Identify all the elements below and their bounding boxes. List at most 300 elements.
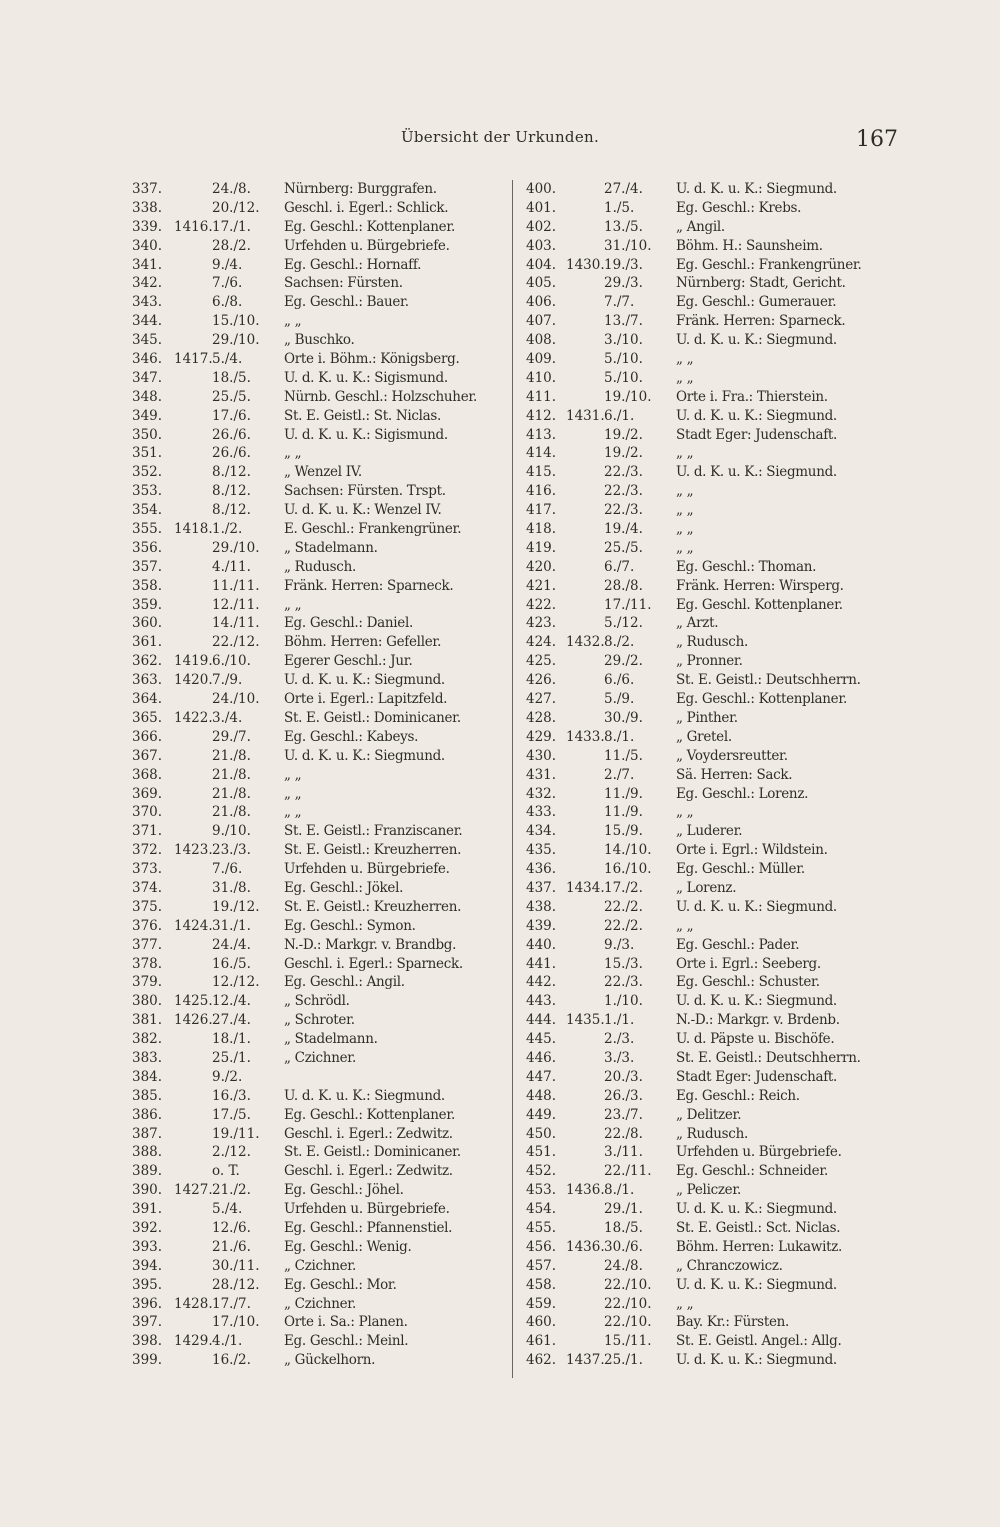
document-description: „ Gückelhorn. xyxy=(284,1352,376,1369)
document-description: U. d. K. u. K.: Sigismund. xyxy=(284,426,448,443)
document-number: 439. xyxy=(526,917,557,934)
document-number: 452. xyxy=(526,1163,557,1180)
running-title: Übersicht der Urkunden. xyxy=(400,128,600,146)
document-description: „ „ xyxy=(676,483,694,500)
document-date: 15./10. xyxy=(212,313,260,330)
document-number: 444. xyxy=(526,1012,557,1029)
document-description: U. d. K. u. K.: Siegmund. xyxy=(284,747,445,764)
document-number: 396. xyxy=(132,1295,163,1312)
document-description: „ Buschko. xyxy=(284,332,355,349)
document-description: Eg. Geschl.: Mor. xyxy=(284,1276,397,1293)
document-row xyxy=(132,614,512,633)
document-date: 19./2. xyxy=(604,426,643,443)
document-date: 8./1. xyxy=(604,728,635,745)
document-number: 380. xyxy=(132,993,163,1010)
document-number: 413. xyxy=(526,426,557,443)
document-row xyxy=(132,1351,512,1370)
document-date: 22./12. xyxy=(212,634,260,651)
document-date: 19./4. xyxy=(604,521,643,538)
document-row xyxy=(132,388,512,407)
document-description: U. d. K. u. K.: Siegmund. xyxy=(676,464,837,481)
document-row xyxy=(520,709,900,728)
document-row xyxy=(132,1238,512,1257)
document-date: 19./3. xyxy=(604,256,643,273)
document-date: 11./5. xyxy=(604,747,643,764)
document-date: 22./2. xyxy=(604,917,643,934)
document-number: 433. xyxy=(526,804,557,821)
left-column xyxy=(132,180,512,1370)
document-number: 337. xyxy=(132,181,163,197)
document-description: Fränk. Herren: Sparneck. xyxy=(284,577,454,594)
document-date: 30./6. xyxy=(604,1238,643,1255)
document-number: 408. xyxy=(526,332,557,349)
document-number: 441. xyxy=(526,955,557,972)
document-date: 23./7. xyxy=(604,1106,643,1123)
document-description: „ Luderer. xyxy=(676,823,743,840)
document-number: 456. xyxy=(526,1238,557,1255)
document-description: Eg. Geschl.: Pfannenstiel. xyxy=(284,1219,453,1236)
document-description: „ Voydersreutter. xyxy=(676,747,788,764)
document-number: 416. xyxy=(526,483,557,500)
document-description: „ Wenzel IV. xyxy=(284,464,362,481)
document-date: 2./3. xyxy=(604,1031,635,1048)
document-year: 1420. xyxy=(174,672,213,689)
document-date: 27./4. xyxy=(212,1012,251,1029)
document-row xyxy=(520,841,900,860)
document-date: 17./6. xyxy=(212,407,251,424)
document-number: 377. xyxy=(132,936,163,953)
document-row xyxy=(132,199,512,218)
document-description: Eg. Geschl.: Kottenplaner. xyxy=(284,218,456,235)
document-number: 405. xyxy=(526,275,557,292)
document-number: 363. xyxy=(132,672,163,689)
document-date: 9./3. xyxy=(604,936,635,953)
document-description: Fränk. Herren: Wirsperg. xyxy=(676,577,844,594)
document-year: 1425. xyxy=(174,993,213,1010)
document-number: 359. xyxy=(132,596,163,613)
document-number: 407. xyxy=(526,313,557,330)
document-row xyxy=(132,293,512,312)
document-description: Eg. Geschl.: Schuster. xyxy=(676,974,820,991)
document-description: Böhm. Herren: Lukawitz. xyxy=(676,1238,843,1255)
document-number: 461. xyxy=(526,1333,557,1350)
document-number: 403. xyxy=(526,237,557,254)
document-date: 6./6. xyxy=(604,672,635,689)
document-description: Sachsen: Fürsten. Trspt. xyxy=(284,483,446,500)
document-number: 420. xyxy=(526,558,557,575)
document-description: „ Stadelmann. xyxy=(284,539,378,556)
document-date: 2./7. xyxy=(604,766,635,783)
document-date: 24./4. xyxy=(212,936,251,953)
document-row xyxy=(132,1181,512,1200)
document-number: 399. xyxy=(132,1352,163,1369)
document-number: 365. xyxy=(132,709,163,726)
document-row xyxy=(520,633,900,652)
document-number: 440. xyxy=(526,936,557,953)
document-date: 30./9. xyxy=(604,709,643,726)
document-number: 411. xyxy=(526,388,557,405)
document-number: 388. xyxy=(132,1144,163,1161)
document-description: Böhm. H.: Saunsheim. xyxy=(676,237,823,254)
document-row xyxy=(132,369,512,388)
document-description: Nürnberg: Burggrafen. xyxy=(284,181,437,197)
document-number: 409. xyxy=(526,351,557,368)
document-row xyxy=(520,331,900,350)
document-number: 436. xyxy=(526,861,557,878)
document-number: 389. xyxy=(132,1163,163,1180)
document-row xyxy=(520,1162,900,1181)
document-number: 357. xyxy=(132,558,163,575)
document-number: 390. xyxy=(132,1182,163,1199)
document-row xyxy=(520,747,900,766)
document-number: 353. xyxy=(132,483,163,500)
document-description: St. E. Geistl.: St. Niclas. xyxy=(284,407,442,424)
document-row xyxy=(520,407,900,426)
document-description: Orte i. Böhm.: Königsberg. xyxy=(284,351,460,368)
document-date: 12./12. xyxy=(212,974,260,991)
document-date: 31./10. xyxy=(604,237,652,254)
document-description: Eg. Geschl.: Bauer. xyxy=(284,294,409,311)
document-row xyxy=(520,879,900,898)
document-year: 1418. xyxy=(174,521,213,538)
document-number: 428. xyxy=(526,709,557,726)
document-description: Urfehden u. Bürgebriefe. xyxy=(284,237,450,254)
document-row xyxy=(132,973,512,992)
document-row xyxy=(132,501,512,520)
document-description: St. E. Geistl.: Kreuzherren. xyxy=(284,898,462,915)
document-date: 5./4. xyxy=(212,1201,243,1218)
document-date: 19./2. xyxy=(604,445,643,462)
document-date: 5./12. xyxy=(604,615,643,632)
document-description: Eg. Geschl.: Kabeys. xyxy=(284,728,419,745)
document-date: 21./8. xyxy=(212,804,251,821)
document-row xyxy=(132,879,512,898)
document-number: 384. xyxy=(132,1068,163,1085)
document-date: 3./4. xyxy=(212,709,243,726)
document-description: Urfehden u. Bürgebriefe. xyxy=(284,1201,450,1218)
document-description: U. d. K. u. K.: Siegmund. xyxy=(676,993,837,1010)
document-description: St. E. Geistl.: Sct. Niclas. xyxy=(676,1219,841,1236)
document-row xyxy=(520,1351,900,1370)
document-number: 434. xyxy=(526,823,557,840)
document-date: 31./8. xyxy=(212,879,251,896)
document-date: 26./6. xyxy=(212,445,251,462)
document-description: U. d. K. u. K.: Siegmund. xyxy=(676,1352,837,1369)
document-row xyxy=(520,1332,900,1351)
document-description: Bay. Kr.: Fürsten. xyxy=(676,1314,790,1331)
document-date: 9./2. xyxy=(212,1068,243,1085)
document-description: „ Rudusch. xyxy=(676,1125,748,1142)
document-date: 3./11. xyxy=(604,1144,643,1161)
document-description: „ „ xyxy=(676,917,694,934)
document-number: 369. xyxy=(132,785,163,802)
document-row xyxy=(520,501,900,520)
document-row xyxy=(132,1162,512,1181)
document-description: Eg. Geschl.: Symon. xyxy=(284,917,416,934)
document-year: 1426. xyxy=(174,1012,213,1029)
document-date: 22./10. xyxy=(604,1276,652,1293)
document-row xyxy=(520,426,900,445)
document-description: „ Stadelmann. xyxy=(284,1031,378,1048)
document-row xyxy=(132,728,512,747)
document-row xyxy=(132,350,512,369)
document-number: 366. xyxy=(132,728,163,745)
document-number: 442. xyxy=(526,974,557,991)
document-description: „ Czichner. xyxy=(284,1257,356,1274)
document-row xyxy=(520,1049,900,1068)
document-description: Geschl. i. Egerl.: Sparneck. xyxy=(284,955,463,972)
document-description: St. E. Geistl.: Deutschherrn. xyxy=(676,672,861,689)
document-number: 445. xyxy=(526,1031,557,1048)
document-row xyxy=(520,614,900,633)
document-date: 28./12. xyxy=(212,1276,260,1293)
document-description: Orte i. Egerl.: Lapitzfeld. xyxy=(284,691,448,708)
document-number: 455. xyxy=(526,1219,557,1236)
document-date: 11./11. xyxy=(212,577,260,594)
document-number: 398. xyxy=(132,1333,163,1350)
document-description: Eg. Geschl.: Thoman. xyxy=(676,558,817,575)
document-number: 424. xyxy=(526,634,557,651)
document-row xyxy=(520,218,900,237)
document-date: 20./3. xyxy=(604,1068,643,1085)
document-number: 443. xyxy=(526,993,557,1010)
document-date: 23./3. xyxy=(212,842,251,859)
document-description: Eg. Geschl.: Jökel. xyxy=(284,879,404,896)
document-date: 12./4. xyxy=(212,993,251,1010)
document-date: o. T. xyxy=(212,1163,240,1180)
document-row xyxy=(132,690,512,709)
document-year: 1423. xyxy=(174,842,213,859)
document-date: 14./10. xyxy=(604,842,652,859)
document-row xyxy=(520,256,900,275)
document-date: 29./7. xyxy=(212,728,251,745)
document-description: Egerer Geschl.: Jur. xyxy=(284,653,413,670)
document-row xyxy=(520,1125,900,1144)
document-row xyxy=(520,520,900,539)
document-date: 16./3. xyxy=(212,1087,251,1104)
document-row xyxy=(132,822,512,841)
document-description: „ Pinther. xyxy=(676,709,738,726)
document-row xyxy=(132,766,512,785)
document-date: 26./3. xyxy=(604,1087,643,1104)
document-number: 457. xyxy=(526,1257,557,1274)
document-date: 5./10. xyxy=(604,351,643,368)
document-description: Urfehden u. Bürgebriefe. xyxy=(676,1144,842,1161)
document-row xyxy=(132,444,512,463)
document-date: 16./10. xyxy=(604,861,652,878)
document-number: 364. xyxy=(132,691,163,708)
document-row xyxy=(520,237,900,256)
document-date: 29./2. xyxy=(604,653,643,670)
document-description: Nürnb. Geschl.: Holzschuher. xyxy=(284,388,478,405)
document-number: 435. xyxy=(526,842,557,859)
document-row xyxy=(520,860,900,879)
document-date: 7./7. xyxy=(604,294,635,311)
document-description: St. E. Geistl.: Dominicaner. xyxy=(284,1144,461,1161)
document-date: 17./1. xyxy=(212,218,251,235)
document-description: Orte i. Egrl.: Wildstein. xyxy=(676,842,828,859)
document-number: 401. xyxy=(526,199,557,216)
document-description: Orte i. Sa.: Planen. xyxy=(284,1314,408,1331)
document-number: 400. xyxy=(526,181,557,197)
document-description: „ „ xyxy=(676,1295,694,1312)
document-row xyxy=(520,199,900,218)
document-row xyxy=(520,955,900,974)
document-number: 370. xyxy=(132,804,163,821)
document-number: 406. xyxy=(526,294,557,311)
document-number: 378. xyxy=(132,955,163,972)
document-number: 355. xyxy=(132,521,163,538)
document-date: 22./3. xyxy=(604,464,643,481)
document-description: Orte i. Fra.: Thierstein. xyxy=(676,388,828,405)
document-date: 16./2. xyxy=(212,1352,251,1369)
document-row xyxy=(132,1011,512,1030)
document-year: 1417. xyxy=(174,351,213,368)
document-number: 454. xyxy=(526,1201,557,1218)
document-description: „ „ xyxy=(284,766,302,783)
document-date: 20./12. xyxy=(212,199,260,216)
document-row xyxy=(520,992,900,1011)
document-number: 344. xyxy=(132,313,163,330)
document-number: 438. xyxy=(526,898,557,915)
document-row xyxy=(520,822,900,841)
document-number: 430. xyxy=(526,747,557,764)
document-description: „ „ xyxy=(284,804,302,821)
document-row xyxy=(520,785,900,804)
document-description: „ „ xyxy=(676,804,694,821)
document-row xyxy=(520,1143,900,1162)
document-row xyxy=(132,898,512,917)
document-description: „ „ xyxy=(676,351,694,368)
document-date: 12./6. xyxy=(212,1219,251,1236)
document-number: 426. xyxy=(526,672,557,689)
document-number: 412. xyxy=(526,407,557,424)
document-description: N.-D.: Markgr. v. Brandbg. xyxy=(284,936,457,953)
document-description: Eg. Geschl.: Pader. xyxy=(676,936,800,953)
document-number: 425. xyxy=(526,653,557,670)
document-description: „ Angil. xyxy=(676,218,725,235)
document-date: 25./1. xyxy=(212,1049,251,1066)
document-date: 17./10. xyxy=(212,1314,260,1331)
document-date: 8./2. xyxy=(604,634,635,651)
document-number: 395. xyxy=(132,1276,163,1293)
document-date: 28./2. xyxy=(212,237,251,254)
document-date: 2./12. xyxy=(212,1144,251,1161)
document-number: 339. xyxy=(132,218,163,235)
document-row xyxy=(520,936,900,955)
document-description: Eg. Geschl.: Krebs. xyxy=(676,199,802,216)
document-row xyxy=(132,1049,512,1068)
document-row xyxy=(520,1313,900,1332)
document-number: 385. xyxy=(132,1087,163,1104)
document-description: U. d. K. u. K.: Sigismund. xyxy=(284,369,448,386)
document-description: „ „ xyxy=(676,502,694,519)
document-date: 19./11. xyxy=(212,1125,260,1142)
document-description: Nürnberg: Stadt, Gericht. xyxy=(676,275,846,292)
document-description: Geschl. i. Egerl.: Zedwitz. xyxy=(284,1125,453,1142)
document-date: 12./11. xyxy=(212,596,260,613)
document-description: U. d. K. u. K.: Siegmund. xyxy=(676,1201,837,1218)
document-date: 22./2. xyxy=(604,898,643,915)
document-date: 21./6. xyxy=(212,1238,251,1255)
document-row xyxy=(132,426,512,445)
document-row xyxy=(520,1200,900,1219)
document-date: 1./2. xyxy=(212,521,243,538)
document-date: 29./10. xyxy=(212,539,260,556)
document-number: 350. xyxy=(132,426,163,443)
document-row xyxy=(520,539,900,558)
document-row xyxy=(520,1087,900,1106)
document-number: 414. xyxy=(526,445,557,462)
document-date: 24./10. xyxy=(212,691,260,708)
document-row xyxy=(132,1257,512,1276)
document-number: 422. xyxy=(526,596,557,613)
document-description: Geschl. i. Egerl.: Zedwitz. xyxy=(284,1163,453,1180)
document-number: 348. xyxy=(132,388,163,405)
document-number: 392. xyxy=(132,1219,163,1236)
document-number: 437. xyxy=(526,879,557,896)
document-row xyxy=(132,463,512,482)
document-date: 15./9. xyxy=(604,823,643,840)
document-row xyxy=(132,1200,512,1219)
document-row xyxy=(520,1238,900,1257)
document-row xyxy=(132,218,512,237)
document-date: 14./11. xyxy=(212,615,260,632)
document-date: 22./3. xyxy=(604,974,643,991)
document-row xyxy=(132,747,512,766)
document-description: Urfehden u. Bürgebriefe. xyxy=(284,861,450,878)
document-row xyxy=(132,331,512,350)
document-row xyxy=(520,1030,900,1049)
document-date: 5./10. xyxy=(604,369,643,386)
document-description: „ Lorenz. xyxy=(676,879,737,896)
document-row xyxy=(132,1106,512,1125)
document-date: 29./3. xyxy=(604,275,643,292)
document-row xyxy=(520,1219,900,1238)
document-row xyxy=(132,841,512,860)
document-year: 1435. xyxy=(566,1012,605,1029)
document-date: 17./11. xyxy=(604,596,652,613)
document-description: „ Rudusch. xyxy=(284,558,356,575)
document-number: 427. xyxy=(526,691,557,708)
document-number: 347. xyxy=(132,369,163,386)
document-number: 343. xyxy=(132,294,163,311)
document-description: „ Pronner. xyxy=(676,653,743,670)
document-row xyxy=(520,369,900,388)
document-number: 373. xyxy=(132,861,163,878)
document-description: Eg. Geschl.: Wenig. xyxy=(284,1238,412,1255)
document-description: Sachsen: Fürsten. xyxy=(284,275,403,292)
document-year: 1437. xyxy=(566,1352,605,1369)
document-date: 25./5. xyxy=(604,539,643,556)
document-row xyxy=(132,1219,512,1238)
document-row xyxy=(132,709,512,728)
document-row xyxy=(132,539,512,558)
document-row xyxy=(132,1332,512,1351)
document-number: 459. xyxy=(526,1295,557,1312)
document-year: 1436. xyxy=(566,1238,605,1255)
document-date: 7./9. xyxy=(212,672,243,689)
document-number: 432. xyxy=(526,785,557,802)
document-date: 22./10. xyxy=(604,1314,652,1331)
document-description: „ Delitzer. xyxy=(676,1106,742,1123)
document-date: 22./3. xyxy=(604,502,643,519)
document-description: „ Czichner. xyxy=(284,1049,356,1066)
document-description: St. E. Geistl.: Deutschherrn. xyxy=(676,1049,861,1066)
document-date: 24./8. xyxy=(212,181,251,197)
document-description: U. d. K. u. K.: Siegmund. xyxy=(284,1087,445,1104)
document-number: 376. xyxy=(132,917,163,934)
